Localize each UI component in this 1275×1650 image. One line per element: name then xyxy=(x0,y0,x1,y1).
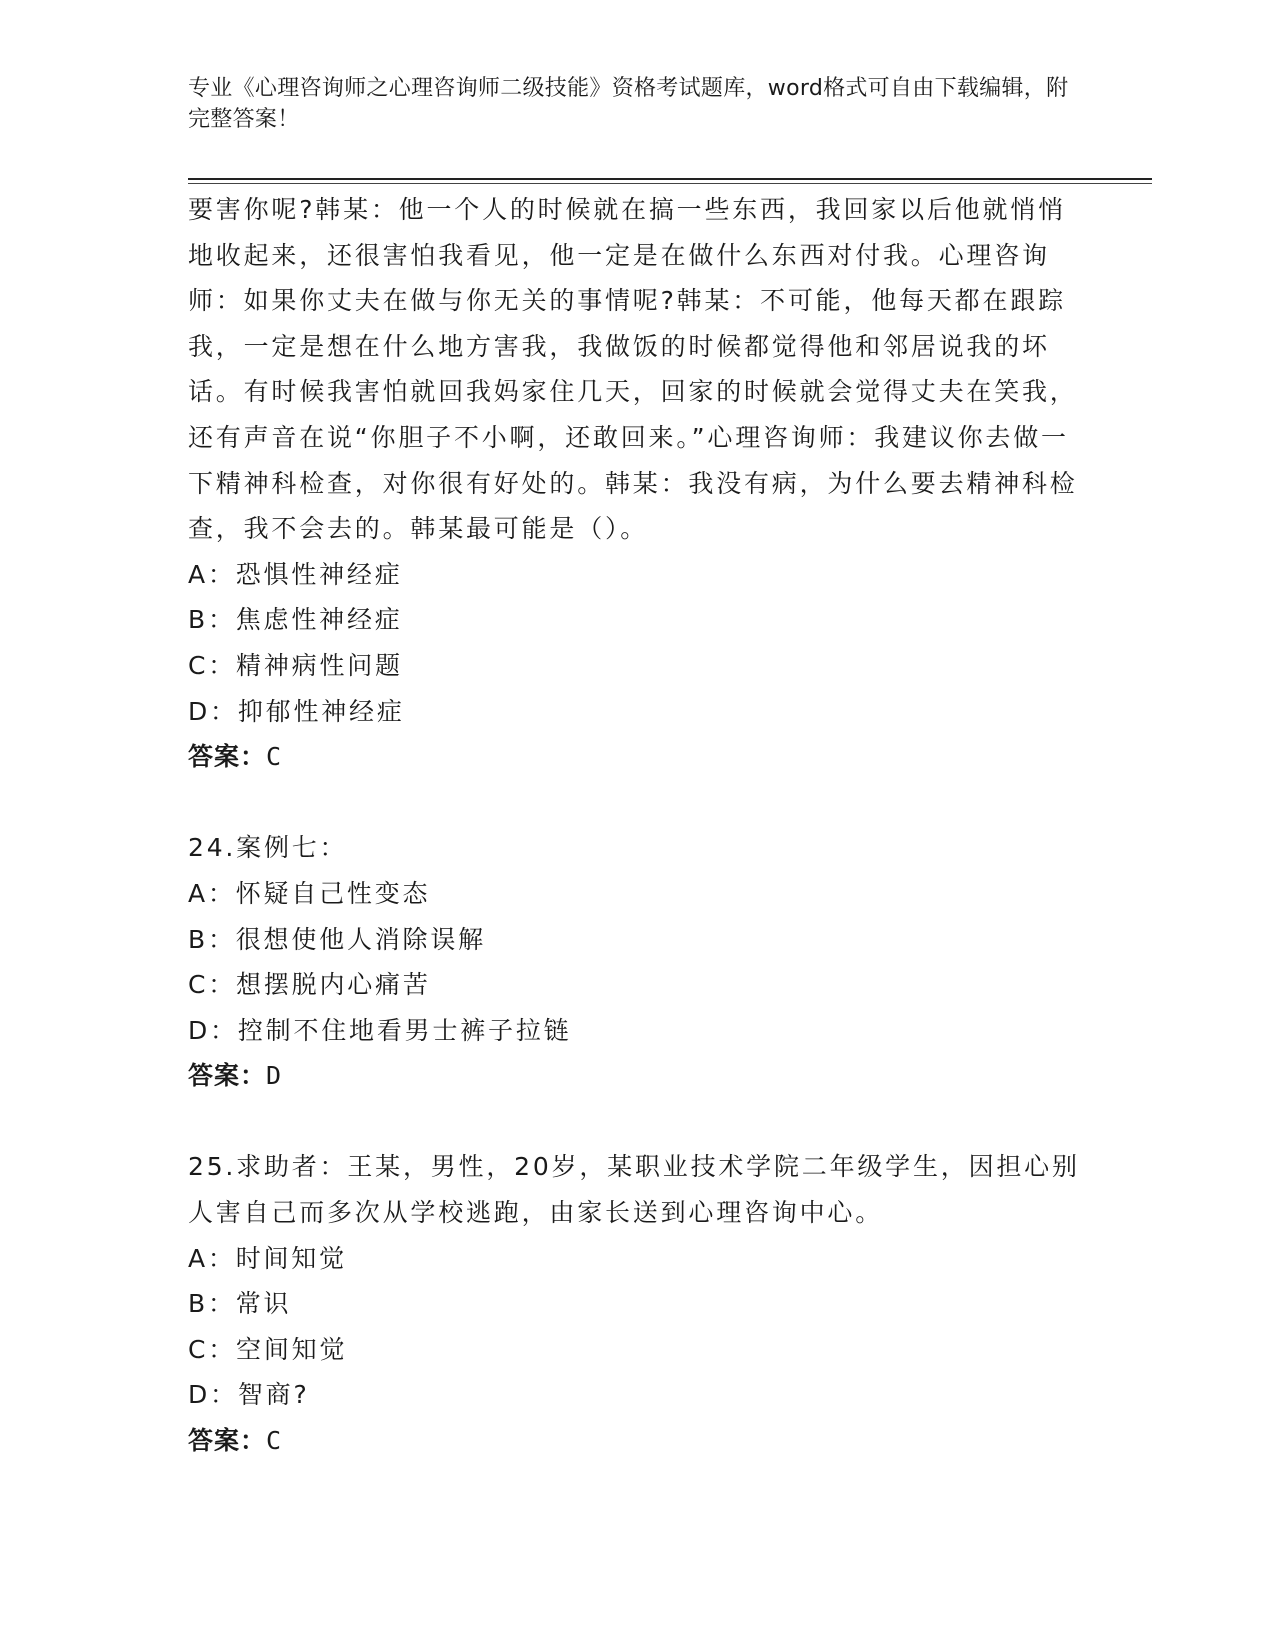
header-rule-thick xyxy=(188,178,1152,180)
option-d: D：抑郁性神经症 xyxy=(188,696,405,726)
option-d: D：控制不住地看男士裤子拉链 xyxy=(188,1015,572,1045)
answer-line xyxy=(188,734,1088,780)
answer-value: C xyxy=(266,742,282,772)
question-stem: 要害你呢?韩某：他一个人的时候就在搞一些东西，我回家以后他就悄悄地收起来，还很害怕我看见，他一定是在做什么东西对付我。心理咨询师：如果你丈夫在做与你无关的事情呢?韩某：不可能，他每天都在跟踪我，一定是想在什么地方害我，我做饭的时候都觉得他和邻居说我的坏话。有时候我害怕就回我妈家住几天，回家的时候就会觉得丈夫在笑我，还有声音在说“你胆子不小啊，还敢回来。”心理咨询师：我建议你去做一下精神科检查，对你很有好处的。韩某：我没有病，为什么要去精神科检查，我不会去的。韩某最可能是（）。 xyxy=(188,195,1078,544)
document-header: 专业《心理咨询师之心理咨询师二级技能》资格考试题库，word格式可自由下载编辑，附完整答案！ xyxy=(188,76,1069,132)
question-stem: 24.案例七： xyxy=(188,833,348,863)
option-c: C：精神病性问题 xyxy=(188,650,403,680)
spacer xyxy=(188,780,1088,826)
option-b: B：常识 xyxy=(188,1289,292,1319)
question-block-continued xyxy=(188,187,1088,780)
question-25 xyxy=(188,1144,1088,1463)
question-stem: 25.求助者：王某，男性，20岁，某职业技术学院二年级学生，因担心别人害自己而多次从学校逃跑，由家长送到心理咨询中心。 xyxy=(188,1152,1080,1228)
answer-line xyxy=(188,1053,1088,1099)
option-b: B：很想使他人消除误解 xyxy=(188,924,486,954)
answer-label: 答案： xyxy=(188,1426,267,1456)
option-a: A：恐惧性神经症 xyxy=(188,559,403,589)
answer-label: 答案： xyxy=(188,742,267,772)
answer-value: C xyxy=(266,1426,282,1456)
spacer xyxy=(188,1099,1088,1145)
answer-label: 答案： xyxy=(188,1061,267,1091)
option-c: C：想摆脱内心痛苦 xyxy=(188,970,431,1000)
option-a: A：时间知觉 xyxy=(188,1243,347,1273)
option-d: D：智商? xyxy=(188,1380,310,1410)
option-b: B：焦虑性神经症 xyxy=(188,605,403,635)
answer-value: D xyxy=(266,1061,282,1091)
document-body xyxy=(188,187,1088,1464)
answer-line xyxy=(188,1418,1088,1464)
option-c: C：空间知觉 xyxy=(188,1334,348,1364)
header-rule-thin xyxy=(188,183,1152,184)
option-a: A：怀疑自己性变态 xyxy=(188,878,431,908)
question-24 xyxy=(188,825,1088,1099)
